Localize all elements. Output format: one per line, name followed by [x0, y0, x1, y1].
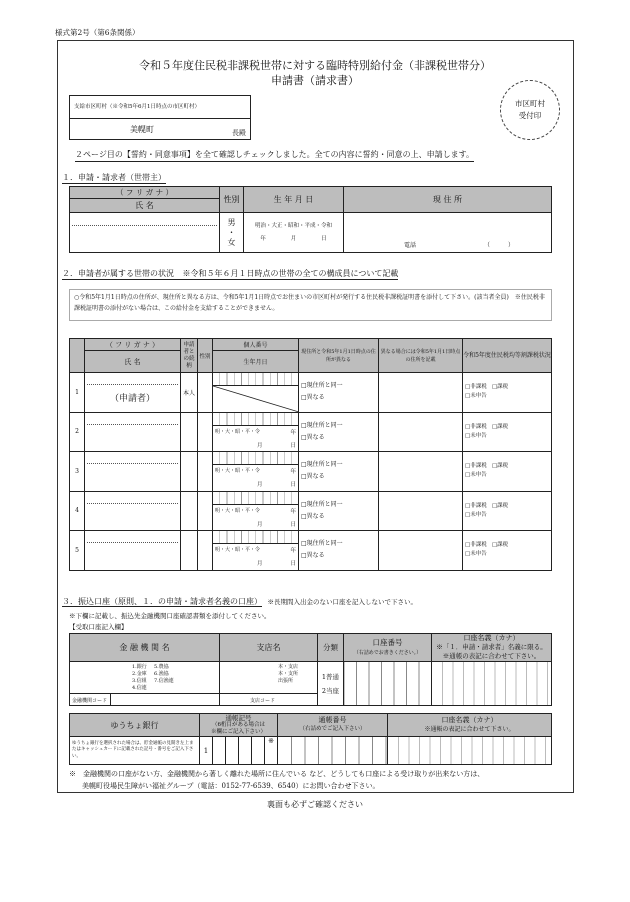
row-number: 1: [70, 373, 85, 413]
furigana-header: （ フ リ ガ ナ ）: [70, 187, 220, 199]
holder-note2: ※通帳の表記に合わせて下さい。: [442, 652, 541, 660]
year-label: 年: [290, 508, 296, 515]
prior-address-field[interactable]: [379, 531, 463, 571]
section3-note1: ※下欄に記載し、振込先金融機関口座確認書類を添付してください。: [69, 612, 271, 620]
household-row-3: [69, 451, 552, 492]
relation-field[interactable]: [181, 452, 198, 492]
symbol-sub2: ※欄にご記入下さい）: [210, 728, 266, 735]
dob-field[interactable]: [244, 213, 344, 253]
tax-status-field[interactable]: [463, 373, 552, 413]
address-status-field[interactable]: [299, 452, 379, 492]
section2-title: [62, 268, 398, 280]
page-subtitle: 申請書（請求書）: [271, 74, 359, 87]
yucho-table: [69, 713, 552, 765]
footer-note: ※ 金融機関の口座がない方、金融機関から著しく離れた場所に住んでいる など、どうしても口座による受け取りが出来ない方は、: [69, 770, 485, 778]
symbol-digit-5[interactable]: [252, 737, 265, 765]
household-row-5: [69, 530, 552, 571]
bank-type-7: 7.信漁連: [154, 678, 174, 684]
bank-header-label: 【受取口座記入欄】: [69, 623, 128, 631]
undeclared-checkbox[interactable]: □未申告: [465, 472, 487, 479]
tax-status-field[interactable]: [463, 452, 552, 492]
tax-status-field[interactable]: [463, 412, 552, 452]
acct-no-header: [344, 634, 432, 662]
page-title: 令和５年度住民税非課税世帯に対する臨時特別給付金（非課税世帯分）: [139, 59, 491, 72]
passbook-label: 通帳番号: [318, 716, 347, 724]
form-number: 様式第2号（第6条関係）: [55, 28, 140, 37]
same-checkbox[interactable]: □現住所と同一: [301, 382, 343, 390]
prior-address-field[interactable]: [379, 491, 463, 531]
category-field[interactable]: [318, 662, 344, 706]
hh-tax-header: 令和5年度住民税均等割課税状況: [463, 339, 552, 373]
acct-no-label: 口座番号: [372, 637, 403, 647]
acct-no-sub: （右詰めでお書きください。）: [353, 649, 422, 656]
address-status-field[interactable]: [299, 373, 379, 413]
hh-addr1-header: 現住所と令和5年1月1日時点の住所が異なる: [299, 339, 379, 373]
month-label: 月: [257, 521, 263, 528]
yucho-holder-header: [388, 714, 552, 737]
member-name-field[interactable]: [85, 412, 181, 452]
same-checkbox[interactable]: □現住所と同一: [301, 421, 343, 429]
passbook-header: [278, 714, 388, 737]
taxed-checkbox[interactable]: □課税: [491, 423, 509, 430]
applicant-name-field[interactable]: [70, 213, 220, 253]
day-label: 日: [290, 482, 296, 488]
member-gender-field[interactable]: [198, 412, 213, 452]
address-header: 現 住 所: [344, 187, 552, 213]
prior-address-field[interactable]: [379, 373, 463, 413]
member-id-dob-field[interactable]: [213, 373, 299, 413]
nontax-checkbox[interactable]: □非課税: [465, 463, 487, 470]
nontax-checkbox[interactable]: □非課税: [465, 542, 487, 549]
bank-type-2: 2.金庫: [132, 671, 147, 677]
symbol-digit-6[interactable]: ※: [265, 737, 278, 765]
day-label: 日: [290, 561, 296, 567]
hh-addr2-header: 異なる場合には令和5年1月1日時点の住所を記載: [379, 339, 463, 373]
differ-checkbox[interactable]: □異なる: [301, 433, 325, 441]
nontax-checkbox[interactable]: □非課税: [465, 423, 487, 430]
tax-status-field[interactable]: [463, 531, 552, 571]
hh-dob-header: 生年月日: [213, 351, 299, 373]
symbol-digit-1: 1: [200, 737, 213, 765]
section3-title-note: ※長期間入出金のない口座を記入しないで下さい。: [267, 598, 418, 606]
month-label: 月: [257, 561, 263, 567]
household-table: [69, 338, 552, 373]
stamp-line2: 受付印: [518, 111, 542, 120]
bank-table: [69, 633, 552, 706]
hh-name-header: 氏 名: [85, 351, 181, 373]
female-label: 女: [227, 237, 236, 247]
nontax-checkbox[interactable]: □非課税: [465, 502, 487, 509]
member-gender-field[interactable]: [198, 491, 213, 531]
bank-type-3: 3.信組: [132, 678, 147, 684]
holder-label: 口座名義（カナ）: [463, 634, 520, 642]
era-label: 明・大・昭・平・令: [215, 468, 261, 474]
branch-types: [278, 664, 298, 685]
dob-crossout: [213, 386, 299, 412]
hh-relation-header: 申請者との続柄: [181, 339, 198, 373]
household-row-1: [69, 372, 552, 413]
day-label: 日: [290, 442, 296, 449]
same-checkbox[interactable]: □現住所と同一: [301, 540, 343, 548]
stamp-line1: 市区町村: [515, 99, 545, 108]
yucho-holder-label: 口座名義（カナ）: [441, 716, 498, 724]
bank-type-5: 5.農協: [154, 664, 169, 670]
holder-header: [432, 634, 552, 662]
month-label: 月: [257, 442, 263, 449]
yucho-holder-field[interactable]: [388, 737, 552, 765]
self-label: 本人: [182, 389, 195, 397]
gender-header: 性別: [220, 187, 244, 213]
symbol-digit-3[interactable]: [226, 737, 239, 765]
bank-code-label: 金融機関コード: [72, 698, 108, 704]
recipient-suffix: 長殿: [232, 129, 246, 137]
nontax-checkbox[interactable]: □非課税: [465, 384, 487, 391]
branch-type-1: 本・支店: [278, 664, 299, 670]
bank-type-6: 6.漁協: [154, 671, 169, 677]
taxed-checkbox[interactable]: □課税: [491, 463, 509, 470]
member-id-dob-field[interactable]: [213, 412, 299, 452]
member-name-field[interactable]: [85, 531, 181, 571]
yucho-holder-note: ※通帳の表記に合わせて下さい。: [424, 726, 515, 733]
hh-furigana-header: （ フ リ ガ ナ ）: [85, 339, 181, 351]
male-label: 男: [227, 217, 236, 227]
category-header: 分類: [318, 634, 344, 662]
same-checkbox[interactable]: □現住所と同一: [301, 461, 343, 469]
passbook-field[interactable]: [278, 737, 388, 765]
name-header: 氏 名: [70, 199, 220, 213]
symbol-header: [200, 714, 278, 737]
member-id-dob-field[interactable]: [213, 531, 299, 571]
holder-note1: ※「１．申請・請求者」名義に限る。: [436, 643, 547, 651]
household-row-2: [69, 412, 552, 453]
section1-title: １．申請・請求者（世帯主）: [62, 173, 166, 182]
futsu-option: 1普通: [321, 672, 340, 681]
undeclared-checkbox[interactable]: □未申告: [465, 511, 487, 518]
year-label: 年: [290, 469, 296, 475]
gender-choice[interactable]: [220, 213, 244, 253]
dot-sep: ・: [227, 227, 236, 237]
branch-type-3: 出張所: [278, 678, 294, 684]
section2-note: ※令和５年６月１日時点の世帯の全ての構成員について記載: [182, 269, 399, 278]
year-label: 年: [290, 548, 296, 554]
prior-address-field[interactable]: [379, 452, 463, 492]
row-number: 5: [70, 531, 85, 571]
applicant-table: [69, 186, 552, 253]
household-row-4: [69, 491, 552, 532]
hh-id-header: 個人番号: [213, 339, 299, 351]
taxed-checkbox[interactable]: □課税: [491, 542, 509, 549]
branch-type-2: 本・支所: [278, 671, 299, 677]
phone-label: 電話: [404, 242, 417, 249]
branch-field[interactable]: [220, 662, 318, 706]
confirm-text: ２ページ目の【誓約・同意事項】を全て確認しチェックしました。全ての内容に誓約・同意の上、申請します。: [75, 149, 474, 162]
row-number: 3: [70, 452, 85, 492]
phone-parens: （ ）: [484, 242, 515, 249]
symbol-digit-4[interactable]: [239, 737, 252, 765]
dob-header: 生 年 月 日: [244, 187, 344, 213]
relation-field[interactable]: [181, 412, 198, 452]
undeclared-checkbox[interactable]: □未申告: [465, 393, 487, 400]
address-status-field[interactable]: [299, 491, 379, 531]
section3-title-row: [62, 596, 417, 607]
era-options: 明治・大正・昭和・平成・令和: [254, 222, 332, 229]
applicant-label: （申請者）: [109, 394, 155, 404]
era-label: 明・大・昭・平・令: [215, 547, 261, 553]
year-label: 年: [290, 429, 296, 436]
day-label: 日: [321, 235, 327, 242]
symbol-digit-2[interactable]: [213, 737, 226, 765]
branch-header: 支店名: [220, 634, 318, 662]
undeclared-checkbox[interactable]: □未申告: [465, 551, 487, 558]
back-note: 裏面も必ずご確認ください: [267, 800, 363, 809]
relation-field[interactable]: [181, 531, 198, 571]
differ-checkbox[interactable]: □異なる: [301, 512, 325, 520]
taxed-checkbox[interactable]: □課税: [491, 502, 509, 509]
era-label: 明・大・昭・平・令: [215, 428, 261, 435]
member-id-dob-field[interactable]: [213, 491, 299, 531]
prior-address-field[interactable]: [379, 412, 463, 452]
differ-checkbox[interactable]: □異なる: [301, 394, 325, 402]
reception-stamp: [500, 80, 560, 140]
recipient-box: [69, 95, 251, 140]
section2-title-text: ２．申請者が属する世帯の状況: [62, 269, 174, 278]
member-name-field[interactable]: [85, 373, 181, 413]
bank-types-b: [154, 664, 174, 685]
recipient-value[interactable]: 美幌町: [130, 125, 154, 134]
row-number: 4: [70, 491, 85, 531]
address-field[interactable]: [344, 213, 552, 253]
holder-field[interactable]: [432, 662, 552, 706]
taxed-checkbox[interactable]: □課税: [491, 384, 509, 391]
address-status-field[interactable]: [299, 531, 379, 571]
relation-field[interactable]: [181, 491, 198, 531]
acct-no-field[interactable]: [344, 662, 432, 706]
toza-option: 2当座: [321, 686, 340, 695]
recipient-label: 支給市区町村（※令和5年6月1日時点の市区町村）: [70, 96, 250, 119]
month-label: 月: [257, 482, 263, 488]
undeclared-checkbox[interactable]: □未申告: [465, 432, 487, 439]
differ-checkbox[interactable]: □異なる: [301, 473, 325, 481]
member-name-field[interactable]: [85, 452, 181, 492]
member-gender-field[interactable]: [198, 373, 213, 413]
branch-code-label: 支店コード: [250, 698, 276, 704]
same-checkbox[interactable]: □現住所と同一: [301, 500, 343, 508]
section3-title: ３．振込口座（原則、１．の申請・請求者名義の口座）: [62, 597, 262, 606]
bank-type-1: 1.銀行: [132, 664, 147, 670]
symbol-label: 通帳記号: [225, 713, 252, 722]
passbook-sub: （右詰めでご記入下さい）: [299, 726, 366, 732]
address-status-field[interactable]: [299, 412, 379, 452]
bank-types-a: [132, 664, 147, 692]
tax-status-field[interactable]: [463, 491, 552, 531]
section2-info: ○令和5年1月1日時点の住所が、現住所と異なる方は、令和5年1月1日時点でお住まいの市区町村が発行する住民税非課税証明書を添付して下さい。(該当者全員) ※住民税非課税証明書の添付がない場合は、この給付金を支給することができません。: [69, 289, 552, 321]
footer-note2: 美幌町役場民生障がい福祉グループ（電話：0152-77-6539、6540）にお問い合わせ下さい。: [82, 782, 380, 790]
member-name-field[interactable]: [85, 491, 181, 531]
member-id-dob-field[interactable]: [213, 452, 299, 492]
yucho-header: ゆうちょ銀行: [70, 714, 200, 737]
bank-name-field[interactable]: [70, 662, 220, 706]
bank-type-4: 4.信連: [132, 685, 147, 691]
bank-name-header: 金 融 機 関 名: [70, 634, 220, 662]
member-gender-field[interactable]: [198, 452, 213, 492]
row-number: 2: [70, 412, 85, 452]
hh-gender-header: 性別: [198, 339, 213, 373]
yucho-note: ゆうちょ銀行を選択された場合は、貯金通帳の見開き左上またはキャッシュカードに記載された記号・番号をご記入下さい。: [70, 737, 200, 765]
era-label: 明・大・昭・平・令: [215, 507, 261, 514]
differ-checkbox[interactable]: □異なる: [301, 552, 325, 560]
month-label: 月: [290, 235, 297, 242]
symbol-sub1: （6桁目がある場合は: [212, 721, 265, 728]
member-gender-field[interactable]: [198, 531, 213, 571]
year-label: 年: [260, 235, 266, 242]
day-label: 日: [290, 521, 296, 528]
relation-field[interactable]: [181, 373, 198, 413]
